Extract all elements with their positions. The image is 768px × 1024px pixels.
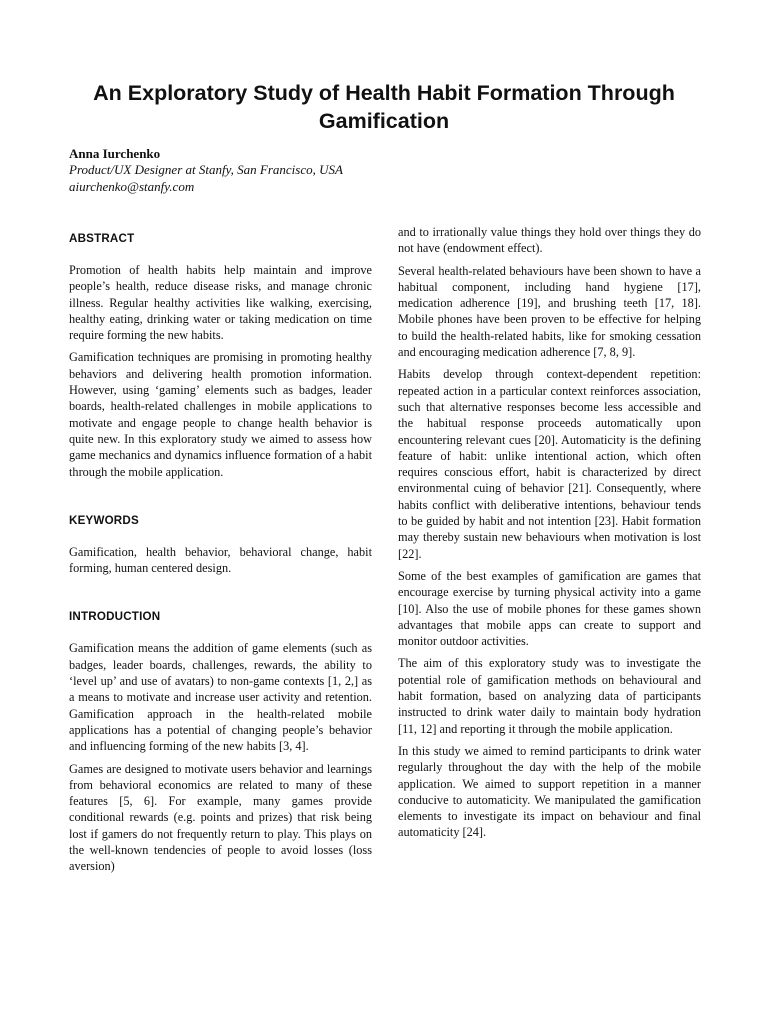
author-affiliation: Product/UX Designer at Stanfy, San Francisco, USA <box>69 162 343 178</box>
keywords-heading: KEYWORDS <box>69 513 139 527</box>
body-paragraph: Habits develop through context-dependent repetition: repeated action in a particular context reinforces association, such that alternative responses become less accessible and the habitual response proceeds automatically upon encountering relevant cues [20]. Automaticity is the defining feature of habit: unlike intentional action, which often requires conscious effort, habit is characterized by direct environmental cuing of behavior [21]. Consequently, where habits conflict with deliberative intentions, behaviour tends to be guided by habit and not intention [23]. Habit formation may thereby sustain new behaviours when motivation is lost [22]. <box>398 367 701 561</box>
body-paragraph: In this study we aimed to remind participants to drink water regularly throughout the day with the help of the mobile application. We aimed to support repetition in a manner conducive to automaticity. We manipulated the gamification elements to investigate its impact on behaviour and final automaticity [24]. <box>398 743 701 840</box>
abstract-paragraph: Promotion of health habits help maintain and improve people’s health, reduce disease risks, and manage chronic illness. Regular healthy activities like walking, exercising, healthy eating, drinking water or taking medication on time require forming the new habits. <box>69 263 372 343</box>
right-column <box>398 224 701 841</box>
author-block <box>69 146 343 195</box>
abstract-heading: ABSTRACT <box>69 232 135 245</box>
author-name: Anna Iurchenko <box>69 146 161 161</box>
introduction-paragraph: Games are designed to motivate users behavior and learnings from behavioral economics are related to many of these features [5, 6]. For example, many games provide conditional rewards (e.g. points and prizes) that risk being lost if gamers do not frequently return to play. This plays on the well-known tendencies of people to avoid losses (loss aversion) <box>69 761 372 874</box>
author-email: aiurchenko@stanfy.com <box>69 178 195 194</box>
body-paragraph: Some of the best examples of gamification are games that encourage exercise by turning physical activity into a game [10]. Also the use of mobile phones for these games shown advantages that mobile apps can create to support and monitor outdoor activities. <box>398 568 701 649</box>
body-paragraph: Several health-related behaviours have been shown to have a habitual component, including hand hygiene [17], medication adherence [19], and brushing teeth [17, 18]. Mobile phones have been proven to be effective for helping to build the health-related habits, like for smoking cessation and encouraging medication adherence [7, 8, 9]. <box>398 263 701 360</box>
keywords-text: Gamification, health behavior, behavioral change, habit forming, human centered design. <box>69 544 372 576</box>
introduction-heading: INTRODUCTION <box>69 610 161 624</box>
body-paragraph: and to irrationally value things they hold over things they do not have (endowment effect). <box>398 225 701 256</box>
body-paragraph: The aim of this exploratory study was to investigate the potential role of gamification methods on behavioural and habit formation, based on analyzing data of participants instructed to drink water daily to maintain body hydration [11, 12] and reporting it through the mobile application. <box>398 656 701 736</box>
left-column <box>69 231 372 875</box>
introduction-paragraph: Gamification means the addition of game elements (such as badges, leader boards, challenges, rewards, the ability to ‘level up’ and use of avatars) to non-game contexts [1, 2,] as a means to motivate and increase user activity and retention. Gamification approach in the health-related mobile applications has a potential of changing people’s behavior and influencing forming of the new habits [3, 4]. <box>69 641 372 754</box>
abstract-paragraph: Gamification techniques are promising in promoting healthy behaviors and delivering health promotion information. However, using ‘gaming’ elements such as badges, leader boards, health-related challenges in mobile applications to motivate and engage people to change health behavior is quite new. In this exploratory study we aimed to assess how game mechanics and dynamics influence formation of a habit through the mobile application. <box>69 350 372 479</box>
paper-title: An Exploratory Study of Health Habit Formation Through Gamification <box>93 81 675 133</box>
